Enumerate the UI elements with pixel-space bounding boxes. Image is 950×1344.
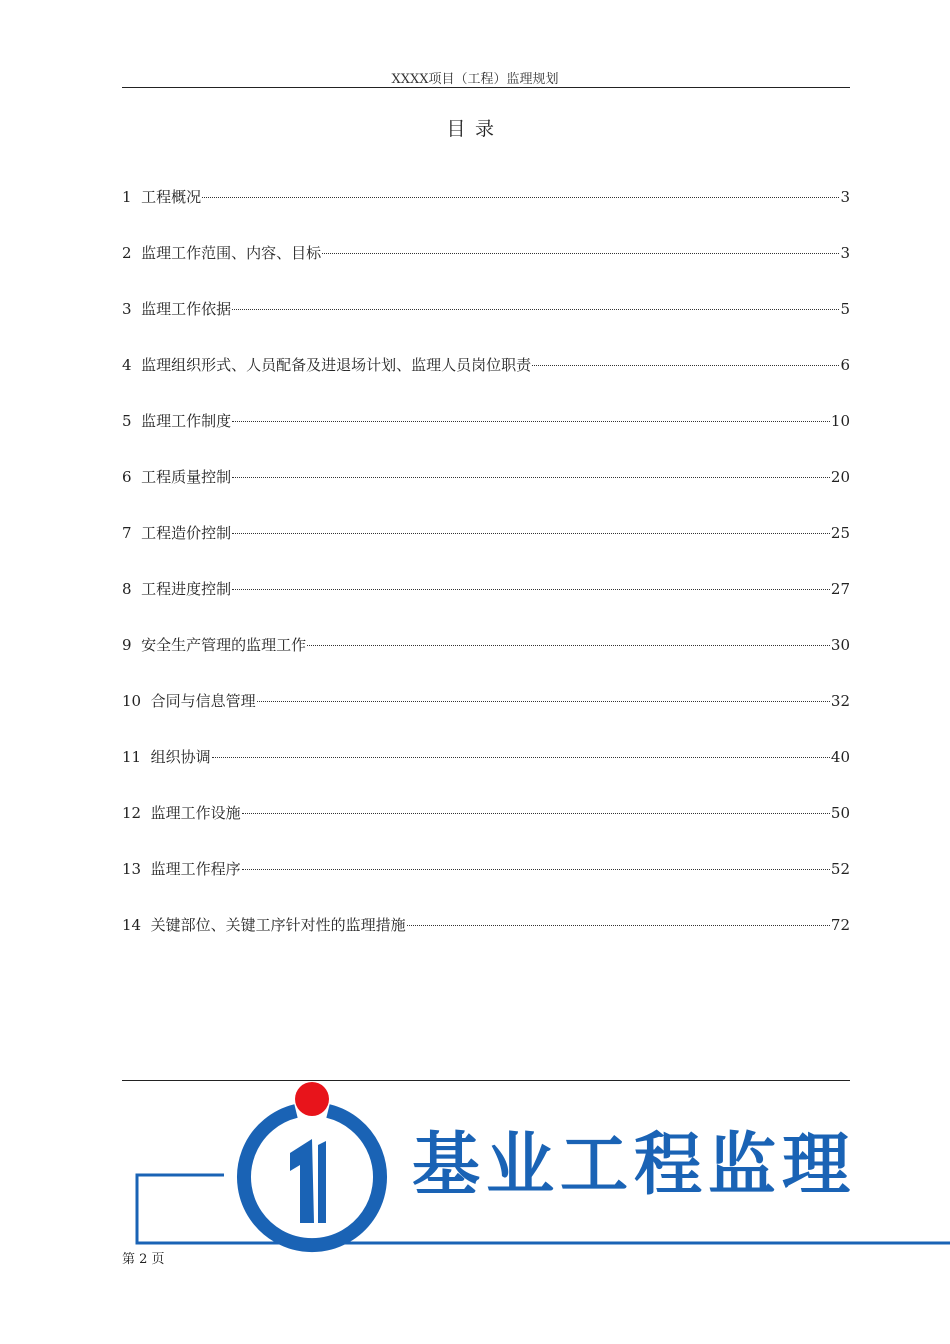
toc-entry[interactable] [122,632,850,688]
toc-entry-page: 52 [830,860,850,878]
toc-dot-leader [257,700,830,702]
toc-entry-label: 监理工作设施 [150,804,241,822]
header-divider [122,87,850,88]
toc-entry-number: 3 [122,300,132,318]
toc-dot-leader [242,812,830,814]
toc-entry-label: 关键部位、关键工序针对性的监理措施 [150,916,406,934]
toc-entry-label: 工程质量控制 [141,468,232,486]
toc-entry[interactable] [122,296,850,352]
toc-entry-number: 5 [122,412,132,430]
toc-entry-label: 监理工作依据 [141,300,232,318]
toc-entry-label: 工程进度控制 [141,580,232,598]
toc-entry-number: 14 [122,916,142,934]
toc-entry-number: 7 [122,524,132,542]
toc-entry-number: 12 [122,804,142,822]
table-of-contents [122,184,850,968]
toc-entry-number: 11 [122,748,142,766]
toc-entry-number: 2 [122,244,132,262]
toc-entry[interactable] [122,240,850,296]
toc-dot-leader [202,196,839,198]
toc-entry-number: 4 [122,356,132,374]
toc-entry[interactable] [122,576,850,632]
toc-entry[interactable] [122,912,850,968]
toc-entry-page: 27 [830,580,850,598]
toc-entry[interactable] [122,800,850,856]
toc-dot-leader [242,868,830,870]
toc-dot-leader [322,252,839,254]
toc-entry[interactable] [122,408,850,464]
running-header: XXXX项目（工程）监理规划 [391,72,559,87]
toc-dot-leader [232,420,830,422]
toc-entry[interactable] [122,856,850,912]
toc-entry-label: 组织协调 [150,748,211,766]
toc-entry-page: 5 [840,300,850,318]
toc-entry-page: 3 [840,244,850,262]
toc-title: 目录 [446,118,504,140]
toc-entry-page: 3 [840,188,850,206]
toc-entry-label: 监理工作制度 [141,412,232,430]
logo-red-dot [295,1082,329,1116]
toc-dot-leader [532,364,839,366]
toc-entry-page: 20 [830,468,850,486]
toc-entry-number: 13 [122,860,142,878]
toc-entry-number: 8 [122,580,132,598]
toc-dot-leader [232,532,830,534]
page-number: 第 2 页 [122,1252,165,1267]
toc-entry-number: 9 [122,636,132,654]
toc-entry-number: 6 [122,468,132,486]
logo-numeral [290,1139,314,1223]
toc-entry-page: 40 [830,748,850,766]
toc-dot-leader [232,476,830,478]
toc-entry-label: 监理工作程序 [150,860,241,878]
toc-entry-label: 合同与信息管理 [150,692,256,710]
toc-entry-label: 监理工作范围、内容、目标 [141,244,322,262]
toc-entry-label: 监理组织形式、人员配备及进退场计划、监理人员岗位职责 [141,356,532,374]
toc-entry-page: 10 [830,412,850,430]
toc-entry[interactable] [122,688,850,744]
toc-entry-label: 工程造价控制 [141,524,232,542]
toc-dot-leader [232,308,839,310]
toc-entry[interactable] [122,464,850,520]
toc-dot-leader [407,924,830,926]
toc-dot-leader [212,756,830,758]
toc-dot-leader [232,588,830,590]
toc-entry-number: 10 [122,692,142,710]
toc-entry-label: 工程概况 [141,188,202,206]
toc-entry-number: 1 [122,188,132,206]
toc-entry-page: 32 [830,692,850,710]
toc-entry[interactable] [122,184,850,240]
toc-entry-label: 安全生产管理的监理工作 [141,636,307,654]
toc-entry-page: 6 [840,356,850,374]
toc-entry-page: 25 [830,524,850,542]
toc-entry[interactable] [122,352,850,408]
toc-entry-page: 30 [830,636,850,654]
toc-entry-page: 50 [830,804,850,822]
toc-entry-page: 72 [830,916,850,934]
logo-text: 基业工程监理 [412,1126,857,1205]
toc-entry[interactable] [122,744,850,800]
toc-dot-leader [307,644,830,646]
toc-entry[interactable] [122,520,850,576]
